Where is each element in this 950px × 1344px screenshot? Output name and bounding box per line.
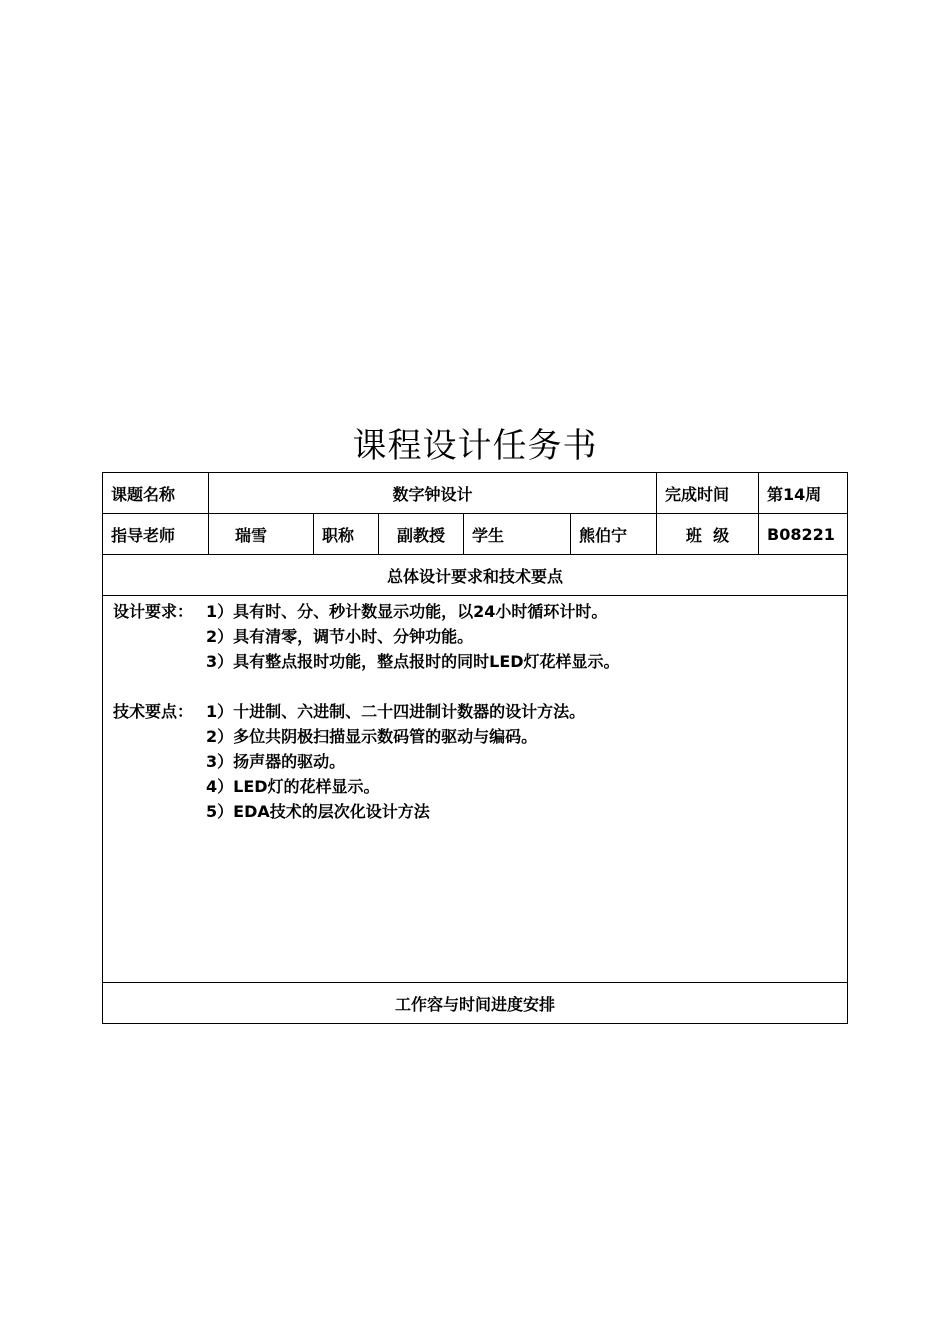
class-value: B08221 — [767, 524, 835, 544]
footer-header: 工作容与时间进度安排 — [394, 994, 555, 1014]
tech-item-1: 1）十进制、六进制、二十四进制计数器的设计方法。 — [206, 702, 586, 721]
design-item-2: 2）具有清零，调节小时、分钟功能。 — [206, 627, 474, 646]
task-table — [102, 472, 848, 1024]
tech-item-5: 5）EDA技术的层次化设计方法 — [206, 802, 430, 821]
tech-item-2: 2）多位共阴极扫描显示数码管的驱动与编码。 — [206, 727, 538, 746]
design-item-1: 1）具有时、分、秒计数显示功能，以24小时循环计时。 — [206, 602, 608, 621]
tech-item-3: 3）扬声器的驱动。 — [206, 752, 346, 771]
time-value: 第14周 — [767, 484, 822, 504]
row-people — [103, 514, 847, 555]
design-item-3: 3）具有整点报时功能，整点报时的同时LED灯花样显示。 — [206, 652, 620, 671]
document-title: 课程设计任务书 — [352, 426, 598, 466]
tech-label: 技术要点： — [113, 702, 194, 721]
time-label: 完成时间 — [657, 473, 759, 513]
advisor-label: 指导老师 — [103, 514, 209, 554]
class-label: 班 级 — [657, 514, 759, 554]
design-label: 设计要求： — [113, 602, 194, 621]
student-value: 熊伯宁 — [571, 514, 657, 554]
row-topic — [103, 473, 847, 514]
row-requirements — [103, 596, 847, 983]
row-footer-header — [103, 983, 847, 1023]
topic-value: 数字钟设计 — [209, 473, 657, 513]
rank-label: 职称 — [314, 514, 379, 554]
rank-value: 副教授 — [379, 514, 464, 554]
section-header: 总体设计要求和技术要点 — [386, 566, 563, 586]
advisor-value: 瑞雪 — [209, 514, 314, 554]
tech-item-4: 4）LED灯的花样显示。 — [206, 777, 380, 796]
requirements-block — [103, 596, 847, 982]
row-section-header — [103, 555, 847, 596]
topic-label: 课题名称 — [103, 473, 209, 513]
student-label: 学生 — [464, 514, 571, 554]
